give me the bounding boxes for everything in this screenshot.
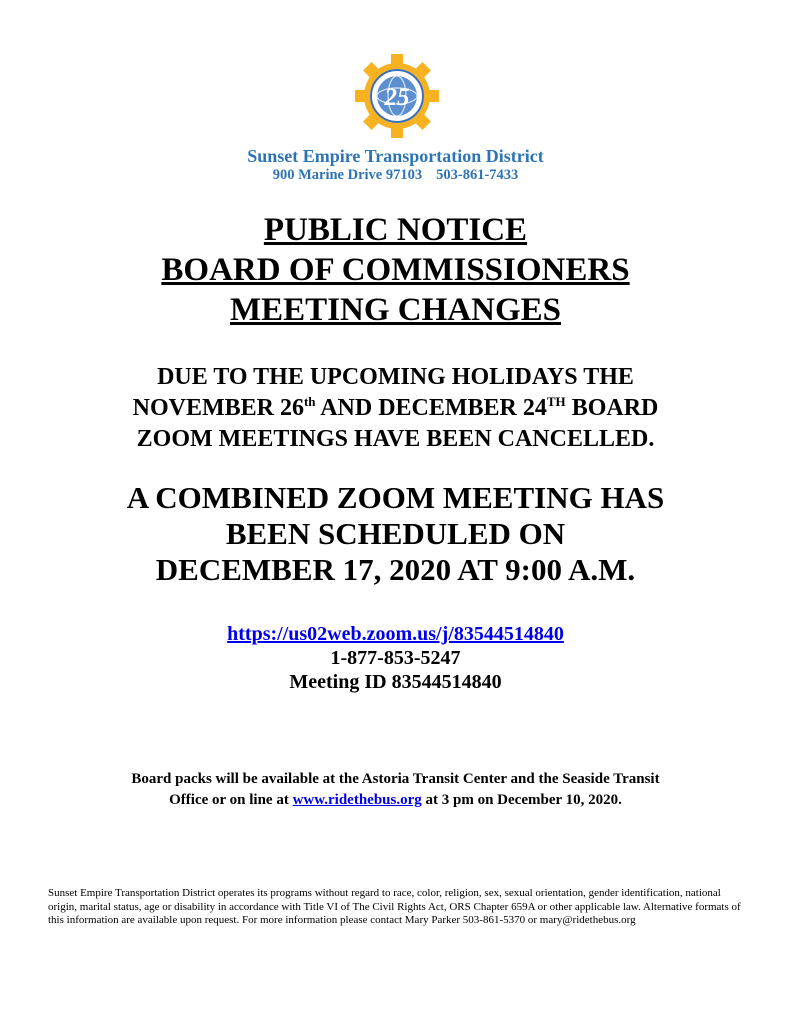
ordinal-suffix-2: TH xyxy=(546,394,566,409)
logo-number: 25 xyxy=(384,84,410,111)
combined-meeting-notice xyxy=(0,480,791,588)
board-packs-prefix: Office or on line at xyxy=(169,792,293,808)
zoom-meeting-link[interactable]: https://us02web.zoom.us/j/83544514840 xyxy=(227,623,564,645)
zoom-meeting-id: Meeting ID 83544514840 xyxy=(289,671,502,693)
organization-header xyxy=(0,146,791,184)
cancellation-date-1: NOVEMBER 26 xyxy=(132,395,304,421)
notice-title-line-3: MEETING CHANGES xyxy=(230,292,561,328)
organization-contact xyxy=(0,166,791,184)
board-packs-notice xyxy=(0,769,791,811)
ordinal-suffix-1: th xyxy=(303,394,316,409)
cancellation-line-1: DUE TO THE UPCOMING HOLIDAYS THE xyxy=(157,364,634,390)
cancellation-board: BOARD xyxy=(565,395,659,421)
cancellation-notice xyxy=(0,362,791,455)
board-packs-suffix: at 3 pm on December 10, 2020. xyxy=(421,792,622,808)
notice-title-line-1: PUBLIC NOTICE xyxy=(263,212,528,248)
notice-title-line-2: BOARD OF COMMISSIONERS xyxy=(161,252,630,288)
cancellation-line-2 xyxy=(0,393,791,424)
ridethebus-link[interactable]: www.ridethebus.org xyxy=(292,792,422,808)
combined-line-1: A COMBINED ZOOM MEETING HAS xyxy=(126,480,665,515)
zoom-details xyxy=(0,622,791,694)
organization-address: 900 Marine Drive 97103 xyxy=(272,167,423,183)
board-packs-line-1: Board packs will be available at the Astoria Transit Center and the Seaside Transit xyxy=(131,771,660,787)
combined-line-3: DECEMBER 17, 2020 AT 9:00 A.M. xyxy=(155,552,636,587)
zoom-dial-in-phone: 1-877-853-5247 xyxy=(330,647,461,669)
organization-phone: 503-861-7433 xyxy=(436,167,519,183)
gear-globe-logo-icon xyxy=(355,54,439,138)
notice-title xyxy=(0,210,791,330)
district-25th-anniversary-logo xyxy=(355,54,439,138)
combined-line-2: BEEN SCHEDULED ON xyxy=(225,516,566,551)
board-packs-line-2 xyxy=(0,790,791,811)
cancellation-line-3: ZOOM MEETINGS HAVE BEEN CANCELLED. xyxy=(136,426,655,452)
organization-name: Sunset Empire Transportation District xyxy=(247,146,544,166)
non-discrimination-footer: Sunset Empire Transportation District operates its programs without regard to race, color, religion, sex, sexual orientation, gender identification, national origin, marital status, age or disability in accordance with Title VI of The Civil Rights Act, ORS Chapter 659A or other applicable law. Alternative formats of this information are available upon request. For more information please contact Mary Parker 503-861-5370 or mary@ridethebus.org xyxy=(48,887,741,926)
cancellation-date-2: AND DECEMBER 24 xyxy=(315,395,547,421)
